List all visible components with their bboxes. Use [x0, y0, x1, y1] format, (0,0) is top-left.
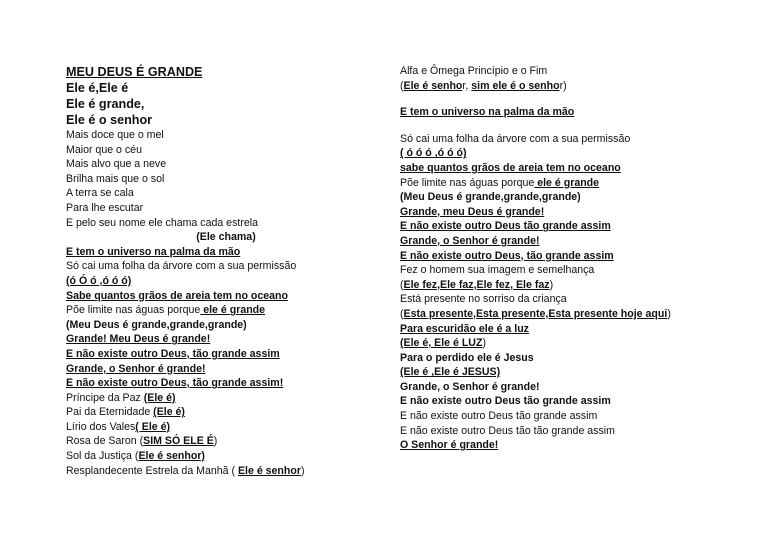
- lyric-line: [66, 143, 386, 158]
- lyric-line: [66, 347, 386, 362]
- lyric-text: Está presente no sorriso da criança: [400, 293, 567, 306]
- lyric-text: r,: [462, 79, 472, 92]
- lyric-line: [66, 434, 386, 449]
- lyric-line: [66, 332, 386, 347]
- lyric-text: Grande, o Senhor é grande!: [400, 234, 540, 247]
- lyric-text: (: [400, 278, 404, 291]
- lyric-text: (: [400, 79, 404, 92]
- lyric-line: [400, 205, 740, 220]
- lyric-line: [66, 172, 386, 187]
- lyric-text: (Ele chama): [196, 231, 256, 244]
- lyric-line: [66, 112, 386, 128]
- lyric-text: (Ele é ,Ele é JESUS): [400, 366, 501, 379]
- lyric-line: [400, 424, 740, 439]
- lyric-text: ( Ele é): [135, 420, 171, 433]
- lyric-line: [66, 216, 386, 231]
- lyric-line: [66, 96, 386, 112]
- lyric-text: ): [213, 435, 218, 448]
- lyric-text: r): [559, 79, 567, 92]
- lyric-line: [66, 245, 386, 260]
- lyric-line: [66, 449, 386, 464]
- lyric-line: [400, 79, 740, 94]
- lyric-text: E não existe outro Deus, tão grande assim: [400, 249, 614, 262]
- lyric-text: Ele é,Ele é: [66, 81, 129, 95]
- lyric-text: Brilha mais que o sol: [66, 172, 165, 185]
- lyric-text: Ele é senhor): [138, 450, 205, 463]
- lyric-line: [400, 394, 740, 409]
- lyric-text: E não existe outro Deus tão grande assim: [400, 220, 611, 233]
- lyric-text: ): [482, 337, 486, 350]
- lyric-text: (Ele é): [143, 391, 176, 404]
- lyric-text: Alfa e Ômega Princípio e o Fim: [400, 65, 548, 77]
- lyric-line: [66, 318, 386, 333]
- lyric-text: ele é grande: [200, 304, 266, 317]
- lyric-text: ( ó ó ó ,ó ó ó): [400, 147, 467, 160]
- lyric-line: [66, 289, 386, 304]
- lyric-line: [400, 234, 740, 249]
- lyric-line: [66, 391, 386, 406]
- lyric-text: Põe limite nas águas porque: [66, 304, 201, 317]
- lyric-text: Grande! Meu Deus é grande!: [66, 333, 211, 346]
- lyric-line: [66, 186, 386, 201]
- lyric-text: Esta presente,Esta presente,Esta presente hoje aqui: [403, 307, 668, 320]
- lyric-line: [400, 365, 740, 380]
- lyric-text: ): [300, 464, 305, 477]
- blank-line: [400, 120, 740, 132]
- lyric-text: E não existe outro Deus, tão grande assim!: [66, 377, 284, 390]
- lyric-text: Sabe quantos grãos de areia tem no oceano: [66, 289, 288, 302]
- lyric-line: [66, 303, 386, 318]
- lyric-text: Pai da Eternidade: [66, 406, 154, 419]
- lyric-line: [400, 278, 740, 293]
- lyric-text: E não existe outro Deus tão tão grande assim: [400, 424, 615, 437]
- lyric-line: [66, 201, 386, 216]
- lyric-line: [400, 105, 740, 120]
- lyric-text: Grande, o Senhor é grande!: [66, 362, 206, 375]
- blank-line: [400, 93, 740, 105]
- lyric-text: (Meu Deus é grande,grande,grande): [400, 191, 581, 204]
- lyric-text: Rosa de Saron (: [66, 435, 144, 448]
- lyric-text: E não existe outro Deus tão grande assim: [400, 395, 611, 408]
- lyric-line: [66, 128, 386, 143]
- lyric-text: Ele é grande,: [66, 97, 145, 111]
- lyric-line: [400, 438, 740, 453]
- lyric-line: [400, 307, 740, 322]
- lyric-text: Ele fez,Ele faz,Ele fez, Ele faz: [403, 278, 550, 291]
- lyric-text: E tem o universo na palma da mão: [66, 245, 241, 258]
- lyric-text: Para lhe escutar: [66, 201, 144, 214]
- lyrics-right-column: [400, 64, 740, 453]
- lyric-line: [66, 376, 386, 391]
- lyric-line: [66, 230, 386, 245]
- lyric-text: E não existe outro Deus, tão grande assim: [66, 347, 280, 360]
- lyric-text: Para escuridão ele é a luz: [400, 322, 529, 335]
- lyric-text: Põe limite nas águas porque: [400, 176, 535, 189]
- lyric-text: Só cai uma folha da árvore com a sua permissão: [400, 132, 631, 145]
- lyric-text: MEU DEUS É GRANDE: [66, 65, 203, 79]
- lyric-text: Ele é o senhor: [66, 113, 153, 127]
- lyric-text: Só cai uma folha da árvore com a sua permissão: [66, 260, 297, 273]
- lyric-text: E não existe outro Deus tão grande assim: [400, 410, 598, 423]
- lyric-line: [400, 161, 740, 176]
- lyric-text: Ele é senhor: [237, 464, 301, 477]
- lyric-text: Príncipe da Paz: [66, 391, 144, 404]
- lyric-text: A terra se cala: [66, 187, 134, 200]
- lyric-text: (Ele é, Ele é LUZ: [400, 337, 483, 350]
- lyric-line: [400, 336, 740, 351]
- lyric-text: (ó Ó ó ,ó ó ó): [66, 274, 132, 287]
- lyric-text: Ele é senho: [403, 79, 463, 92]
- lyric-text: Sol da Justiça (: [66, 450, 139, 463]
- lyric-line: [400, 190, 740, 205]
- lyric-text: Maior que o céu: [66, 143, 142, 156]
- lyric-line: [400, 380, 740, 395]
- lyric-text: sim ele é o senho: [471, 79, 560, 92]
- lyric-line: [400, 132, 740, 147]
- lyric-text: Grande, meu Deus é grande!: [400, 205, 545, 218]
- lyric-line: [400, 351, 740, 366]
- lyric-line: [66, 362, 386, 377]
- lyric-text: E pelo seu nome ele chama cada estrela: [66, 216, 258, 229]
- lyric-line: [400, 263, 740, 278]
- lyric-line: [400, 176, 740, 191]
- lyric-text: Mais alvo que a neve: [66, 158, 167, 171]
- lyric-text: Grande, o Senhor é grande!: [400, 380, 540, 393]
- lyric-line: [400, 409, 740, 424]
- lyric-text: Para o perdido ele é Jesus: [400, 351, 534, 364]
- lyric-line: [400, 219, 740, 234]
- lyric-line: [400, 64, 740, 79]
- lyric-text: Lírio dos Vales: [66, 420, 136, 433]
- lyric-text: (Ele é): [153, 406, 185, 419]
- lyric-text: SIM SÓ ELE É: [143, 435, 214, 448]
- lyric-text: Fez o homem sua imagem e semelhança: [400, 264, 595, 277]
- lyrics-left-column: [66, 64, 386, 478]
- lyric-text: ele é grande: [534, 176, 600, 189]
- lyric-text: Mais doce que o mel: [66, 129, 164, 141]
- lyric-text: E tem o universo na palma da mão: [400, 106, 575, 119]
- lyric-line: [66, 64, 386, 80]
- lyric-text: O Senhor é grande!: [400, 439, 499, 452]
- lyric-line: [400, 146, 740, 161]
- lyric-text: sabe quantos grãos de areia tem no oceano: [400, 161, 621, 174]
- lyric-text: (: [400, 307, 404, 320]
- lyric-line: [400, 322, 740, 337]
- lyric-line: [66, 274, 386, 289]
- lyric-line: [66, 464, 386, 479]
- lyric-line: [66, 420, 386, 435]
- lyric-line: [66, 405, 386, 420]
- lyric-text: ): [549, 278, 554, 291]
- lyric-line: [400, 249, 740, 264]
- lyric-line: [66, 259, 386, 274]
- lyric-text: ): [667, 307, 671, 320]
- lyric-text: (Meu Deus é grande,grande,grande): [66, 318, 247, 331]
- lyric-line: [66, 157, 386, 172]
- lyric-line: [66, 80, 386, 96]
- lyric-text: Resplandecente Estrela da Manhã (: [66, 464, 238, 477]
- lyric-line: [400, 292, 740, 307]
